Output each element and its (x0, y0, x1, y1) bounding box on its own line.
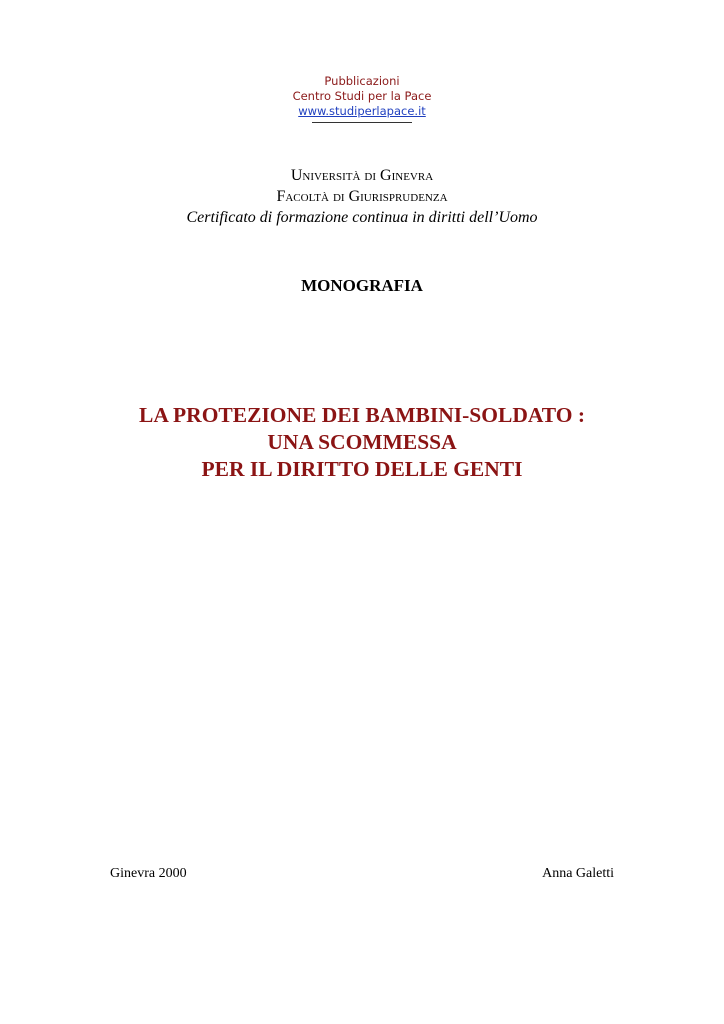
university-name: Università di Ginevra (290, 167, 434, 184)
certificate-name: Certificato di formazione continua in diritti dell’Uomo (186, 209, 538, 226)
place-and-year: Ginevra 2000 (110, 866, 187, 881)
document-type: MONOGRAFIA (301, 276, 423, 295)
title-line-2: UNA SCOMMESSA (267, 430, 457, 454)
title-line-3: PER IL DIRITTO DELLE GENTI (201, 457, 523, 481)
document-title (0, 402, 724, 483)
publisher-name: Centro Studi per la Pace (292, 89, 432, 103)
faculty-name: Facoltà di Giurisprudenza (276, 188, 448, 205)
publisher-label: Pubblicazioni (324, 74, 400, 88)
publisher-website-link[interactable]: www.studiperlapace.it (298, 104, 426, 118)
institution-block (0, 165, 724, 228)
header-divider (312, 122, 412, 123)
title-line-1: LA PROTEZIONE DEI BAMBINI-SOLDATO : (138, 403, 585, 427)
publisher-header (0, 74, 724, 123)
author-name: Anna Galetti (542, 866, 614, 881)
